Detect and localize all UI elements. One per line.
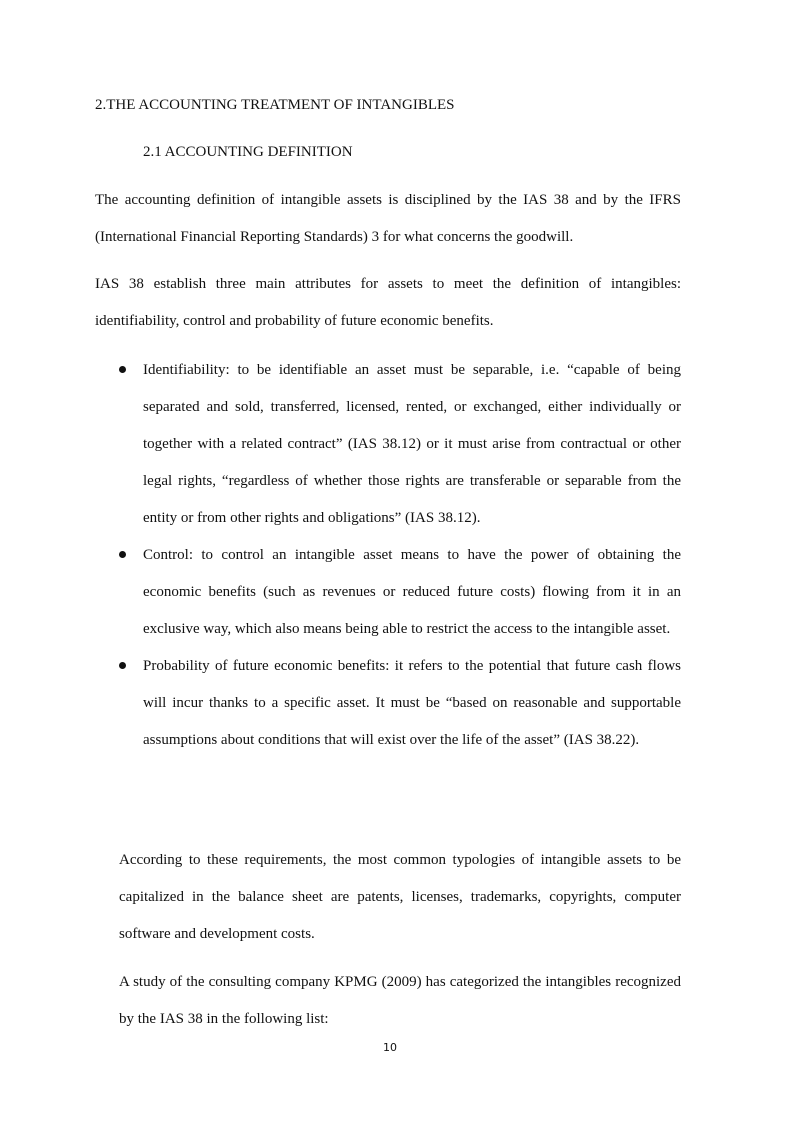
list-item-text: Probability of future economic benefits: it refers to the potential that future cash flows will incur thanks to a specific asset. It must be “based on reasonable and supportable assumptions about conditions that will exist over the life of the asset” (IAS 38.22). xyxy=(143,658,681,748)
list-item xyxy=(95,537,681,648)
intro-paragraph: The accounting definition of intangible assets is disciplined by the IAS 38 and by the IFRS (International Financial Reporting Standards) 3 for what concerns the goodwill. xyxy=(95,192,681,245)
list-item-text: Identifiability: to be identifiable an asset must be separable, i.e. “capable of being separated and sold, transferred, licensed, rented, or exchanged, either individually or together with a related contract” (IAS 38.12) or it must arise from contractual or other legal rights, “regardless of whether those rights are transferable or separable from the entity or from other rights and obligations” (IAS 38.12). xyxy=(143,362,681,526)
study-paragraph: A study of the consulting company KPMG (2009) has categorized the intangibles recognized by the IAS 38 in the following list: xyxy=(119,974,681,1027)
attributes-paragraph: IAS 38 establish three main attributes for assets to meet the definition of intangibles: identifiability, control and probability of future economic benefits. xyxy=(95,276,681,329)
bullet-icon xyxy=(119,662,126,669)
list-item xyxy=(95,648,681,759)
attributes-list xyxy=(95,352,681,759)
list-item-text: Control: to control an intangible asset means to have the power of obtaining the economic benefits (such as revenues or reduced future costs) flowing from it in an exclusive way, which also means being able to restrict the access to the intangible asset. xyxy=(143,547,681,637)
subsection-heading: 2.1 ACCOUNTING DEFINITION xyxy=(143,144,353,160)
list-item xyxy=(95,352,681,537)
requirements-paragraph: According to these requirements, the most common typologies of intangible assets to be capitalized in the balance sheet are patents, licenses, trademarks, copyrights, computer software and development costs. xyxy=(119,852,681,942)
page-number: 10 xyxy=(383,1041,397,1054)
bullet-icon xyxy=(119,366,126,373)
section-heading: 2.THE ACCOUNTING TREATMENT OF INTANGIBLES xyxy=(95,97,455,113)
bullet-icon xyxy=(119,551,126,558)
